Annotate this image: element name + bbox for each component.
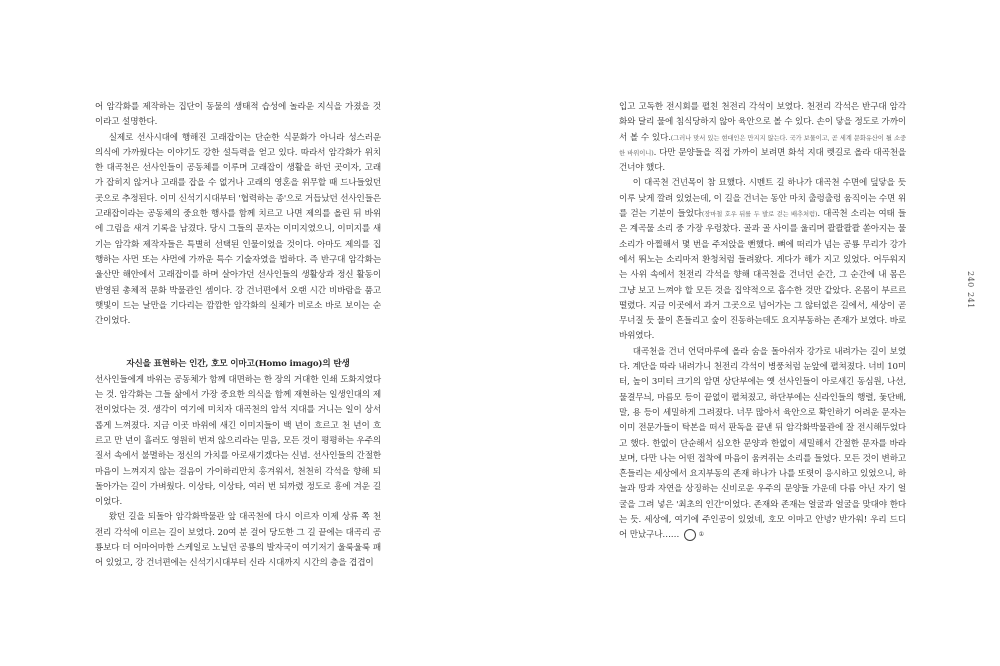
left-page	[95, 100, 381, 572]
page-number-left: 240	[966, 271, 975, 288]
right-paragraph-3	[619, 345, 906, 544]
right-paragraph-3-text: 대곡천을 건너 언덕마루에 올라 숨을 돌아쉬자 강가로 내려가는 길이 보였다. 계단을 따라 내려가니 천전리 각석이 병풍처럼 눈앞에 펼쳐졌다. 너비 10미터, 높이 3미터 크기의 암면 상단부에는 옛 선사인들이 아로새긴 동심원, 나선, 물결무늬, 마름모 등이 끝없이 펼쳐졌고, 하단부에는 신라인들의 행렬, 돛단배, 말, 용 등이 세밀하게 그려졌다. 너무 많아서 육안으로 확인하기 어려운 문자는 이미 전문가들이 탁본을 떠서 판독을 끝낸 뒤 암각화박물관에 잘 전시해두었다고 했다. 한없이 단순해서 심오한 문양과 한없이 세밀해서 간절한 문자를 바라보며, 다만 나는 어떤 접착에 마음이 움켜쥐는 소리를 들었다. 모든 것이 변하고 흔들리는 세상에서 요지부동의 존재 하나가 나를 또렷이 응시하고 있었으니, 하늘과 땅과 자연을 상징하는 신비로운 우주의 문양들 가운데 다름 아닌 자기 얼굴을 그려 넣은 '최초의 인간'이었다. 존재와 존재는 얼굴과 얼굴을 맞대야 한다는 듯. 세상에, 여기에 주인공이 있었네, 호모 이마고 안녕? 반가워! 우리 드디어 만났구나……	[619, 346, 906, 541]
left-paragraph-1: 어 암각화를 제작하는 집단이 동물의 생태적 습성에 놀라운 지식을 가졌을 것이라고 설명한다.	[95, 102, 381, 128]
right-page	[619, 100, 906, 544]
right-paragraph-2-end: . 대곡천 소리는 여태 들은 계곡물 소리 중 가장 우렁찼다. 골과 골 사이를 울리며 콸콸콸콸 쏟아지는 물소리가 아찔해서 몇 번을 주저앉을 뻔했다. 뼈에 떠리가 넘는 공룡 무리가 강가에서 뛰노는 소리마저 환청처럼 들려왔다. 게다가 해가 지고 있었다. 어두워지는 사위 속에서 천전리 각석을 향해 대곡천을 건너던 순간, 그 순간에 내 몸은 그냥 보고 느껴야 할 모든 것을 집약적으로 흡수한 것만 같았다. 온몸이 부르르 떨렸다. 지금 이곳에서 과거 그곳으로 넘어가는 그 않터없은 길에서, 세상이 곧 무너질 듯 물이 흔들리고 숲이 진동하는데도 요지부동하는 존재가 보였다. 바로 바위였다.	[619, 209, 906, 342]
right-paragraph-2	[619, 176, 906, 344]
right-paragraph-1-main: 입고 고독한 전시회를 펼친 천전리 각석이 보였다. 천전리 각석은 반구대 암각화와 달리 물에 침식당하지 않아 육안으로 볼 수 있다. 손이 닿을 정도로 가까이서 볼 수 있다.	[619, 102, 906, 143]
page-number-right: 241	[966, 292, 975, 309]
right-paragraph-1-end: . 다만 문양들을 직접 가까이 보려면 화석 지대 렛길로 올라 대곡천을 건너야 했다.	[619, 147, 906, 174]
right-paragraph-2-note: (장마철 호우 뒤를 두 발로 걷는 배추처럼)	[701, 211, 818, 219]
right-paragraph-1	[619, 100, 906, 176]
end-mark-icon: ①	[684, 529, 696, 541]
left-paragraph-4: 왔던 길을 되돌아 암각화박물관 앞 대곡천에 다시 이르자 이제 상류 쪽 천전리 각석에 이르는 길이 보였다. 20여 분 걸어 당도한 그 길 끝에는 대곡리 공룡보다 더 어마어마한 스케일로 노닐던 공룡의 발자국이 여기저기 울룩울룩 패어 있었고, 강 건너편에는 신석기시대부터 신라 시대까지 시간의 층을 겹겹이	[95, 512, 381, 569]
left-paragraph-2: 실제로 선사시대에 행해진 고래잡이는 단순한 식문화가 아니라 성스러운 의식에 가까웠다는 이야기도 강한 설득력을 얻고 있다. 따라서 암각화가 위치한 대곡천은 선사인들이 공동체를 이루며 고래잡이 생활을 하던 곳이자, 고래가 잡히지 않거나 고래를 잡을 수 없거나 고래의 영혼을 위무할 때 드나들었던 곳으로 추정된다. 이미 신석기시대부터 '협력하는 종'으로 거듭났던 선사인들은 고래잡이라는 공동체의 중요한 행사를 함께 치르고 나면 제의를 올린 뒤 바위에 그림을 새겨 기록을 남겼다. 당시 그들의 문자는 이미지였으니, 이미지를 새기는 암각화 제작자들은 특별히 선택된 인물이었을 것이다. 아마도 제의를 집행하는 사먼 또는 샤먼에 가까운 특수 기술자였을 법하다. 즉 반구대 암각화는 울산만 해안에서 고래잡이를 하며 살아가던 선사인들의 생활상과 정신 활동이 반영된 총체적 문화 박물관인 셈이다. 강 건너편에서 오랜 시간 비바람을 품고 햇빛이 드는 날만을 기다리는 깜깜한 암각화의 실체가 비로소 바로 보이는 순간이었다.	[95, 132, 381, 327]
right-paragraph-1-note: (그러나 맞서 있는 현대인은 만지지 않는다. 국가 보물이고, 곧 세계 문화유산이 될 소중한 바위이니)	[619, 134, 906, 157]
section-heading: 자신을 표현하는 인간, 호모 이마고(Homo imago)의 탄생	[126, 359, 350, 370]
left-paragraph-3: 선사인들에게 바위는 공동체가 함께 대면하는 한 장의 거대한 인쇄 도화지였다는 것. 암각화는 그들 삶에서 가장 중요한 의식을 함께 재현하는 일생인대의 제전이었다는 것. 생각이 여기에 미치자 대곡천의 암석 지대를 거니는 일이 상서롭게 느껴졌다. 지금 이곳 바위에 새긴 이미지들이 백 년이 흐르고 천 년이 흐르고 만 년이 흘러도 영원히 번져 않으리라는 믿음, 모든 것이 평평하는 우주의 질서 속에서 불멸하는 정신의 가치를 아로새기겠다는 신념. 선사인들의 간절한 마음이 느껴지지 않는 걸음이 가이하리만치 홍겨워서, 천천히 각석을 향해 되돌아가는 길이 가벼웠다. 이상타, 이상타, 여러 번 되까렸 정도로 흥에 겨운 길이었다.	[95, 374, 381, 508]
right-paragraph-2-main: 이 대곡천 건넌목이 참 묘했다. 시멘트 길 하나가 대곡천 수면에 덮닿을 듯이루 낮게 깔려 있었는데, 이 길을 건너는 동안 마치 출렁출렁 움직이는 수면 위를 걷는 기분이 들었다	[619, 178, 906, 220]
